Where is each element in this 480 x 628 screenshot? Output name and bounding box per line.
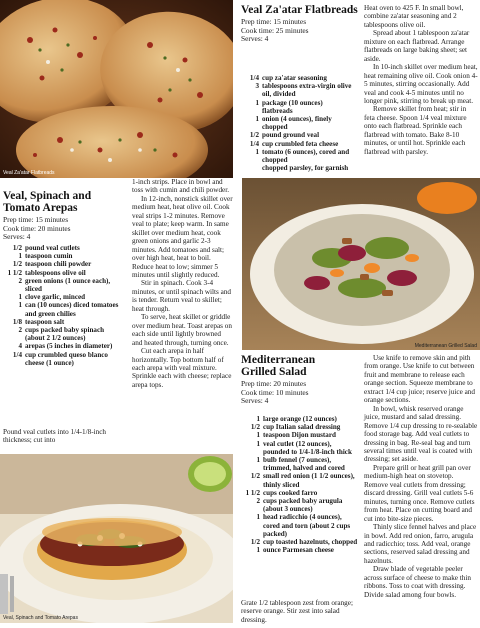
- ingredient: 1 1/2 cups cooked farro: [245, 488, 318, 497]
- ingredient: 1/2 pound ground veal: [249, 131, 320, 140]
- ingredient: 1/2 teaspoon chili powder: [12, 260, 92, 269]
- direction-step: Heat oven to 425 F. In small bowl, combine za'atar seasoning and 2 tablespoons olive oil.: [364, 4, 464, 29]
- flatbread-prep-time: Prep time: 15 minutes: [241, 17, 307, 26]
- arepas-serves: Serves: 4: [3, 232, 31, 242]
- direction-step: Stir in spinach. Cook 3-4 minutes, or until spinach wilts and is tender. Return veal to skillet; heat through.: [132, 279, 232, 313]
- ingredient: 1 onion (4 ounces), finely chopped: [255, 115, 332, 132]
- direction-step: Use knife to remove skin and pith from orange. Use knife to cut between fruit and membrane to release each orange section. Squeeze membrane to extract 1/4 cup juice; reserve juice and orange sections.: [364, 354, 475, 405]
- salad-directions: [364, 354, 478, 599]
- direction-step: Thinly slice fennel halves and place in bowl. Add red onion, farro, arugula and radicchio; toss. Add veal, orange sections, reserved salad dressing and hazelnuts.: [364, 523, 477, 565]
- flatbread-title: Veal Za'atar Flatbreads: [241, 4, 358, 16]
- salad-prep-time: Prep time: 20 minutes: [241, 379, 307, 388]
- direction-step: Draw blade of vegetable peeler across surface of cheese to make thin ribbons. Toss to coat with dressing. Divide salad among four bowls.: [364, 565, 471, 599]
- arepas-ingredients: [3, 244, 121, 367]
- ingredient: 2 green onions (1 ounce each), sliced: [18, 276, 111, 294]
- ingredient: 1 tomato (6 ounces), cored and chopped: [255, 147, 350, 165]
- direction-step: Cut each arepa in half horizontally. Top bottom half of each arepa with veal mixture. Sprinkle each with cheese; replace arepa tops.: [132, 347, 232, 389]
- arepas-image: [0, 454, 233, 623]
- flatbread-serves: Serves: 4: [241, 34, 269, 44]
- arepas-note: Pound veal cutlets into 1/4-1/8-inch thickness; cut into: [3, 428, 107, 445]
- ingredient: 1 package (10 ounces) flatbreads: [255, 98, 323, 115]
- salad-recipe-header: [241, 354, 361, 406]
- flatbread-cook-time: Cook time: 25 minutes: [241, 25, 309, 35]
- ingredient: chopped parsley, for garnish: [262, 164, 349, 173]
- arepas-title: Veal, Spinach and Tomato Arepas: [3, 190, 92, 214]
- ingredient: 1 large orange (12 ounces): [256, 415, 337, 423]
- flatbread-photo: [0, 0, 233, 178]
- direction-step: Remove skillet from heat; stir in feta cheese. Spoon 1/4 veal mixture onto each flatbread. Sprinkle each flatbread with tomato. Bake 8-10 minutes, or until hot. Sprinkle each flatbread with parsley.: [364, 105, 467, 156]
- ingredient: 1/4 cup za'atar seasoning: [249, 74, 327, 82]
- ingredient: 1 teaspoon cumin: [18, 252, 73, 261]
- ingredient: 1/4 cup crumbled queso blanco cheese (1 ounce): [12, 350, 108, 367]
- ingredient: 3 tablespoons extra-virgin olive oil, divided: [255, 82, 352, 99]
- ingredient: 1/2 cup Italian salad dressing: [250, 423, 341, 432]
- flatbread-directions: [364, 4, 478, 156]
- ingredient: 1/8 teaspoon salt: [12, 317, 65, 326]
- ingredient: 1 clove garlic, minced: [18, 293, 86, 302]
- ingredient: 1 head radicchio (4 ounces), cored and torn (about 2 cups packed): [256, 513, 351, 538]
- direction-step: In 10-inch skillet over medium heat, heat remaining olive oil. Cook onion 4-5 minutes, stirring occasionally. Add veal and cook 4-5 minutes until no longer pink, stirring to break up meat.: [364, 63, 478, 105]
- ingredient: 1 teaspoon Dijon mustard: [256, 431, 336, 440]
- salad-ingredients: [241, 415, 359, 554]
- arepas-recipe-header: [3, 190, 123, 242]
- ingredient: 1 bulb fennel (7 ounces), trimmed, halved and cored: [256, 456, 345, 473]
- arepas-directions: [132, 178, 233, 389]
- ingredient: 1 1/2 tablespoons olive oil: [7, 268, 86, 277]
- direction-step: 1-inch strips. Place in bowl and toss with cumin and chili powder.: [132, 178, 230, 195]
- direction-step: Prepare grill or heat grill pan over medium-high heat on stovetop. Remove veal cutlets from dressing; discard dressing. Grill veal cutlets 5-6 minutes, turning once. Remove cutlets from heat. Place on cutting board and cut into bite-size pieces.: [364, 463, 475, 523]
- arepas-photo: [0, 454, 233, 623]
- salad-cook-time: Cook time: 10 minutes: [241, 387, 309, 397]
- flatbread-ingredients: [244, 74, 354, 172]
- ingredient: 1 ounce Parmesan cheese: [256, 546, 334, 555]
- arepas-photo-caption: Veal, Spinach and Tomato Arepas: [3, 615, 78, 621]
- arepas-prep-time: Prep time: 15 minutes: [3, 215, 69, 224]
- salad-serves: Serves: 4: [241, 396, 269, 406]
- direction-step: In 12-inch, nonstick skillet over medium heat, heat olive oil. Cook veal strips 1-2 minutes. Remove veal to plate; keep warm. In same skillet over medium heat, cook green onions and garlic 2-3 minutes. Add tomatoes and salt; over high heat, heat to boil. Reduce heat to low; simmer 5 minutes until slightly reduced.: [132, 194, 233, 279]
- direction-step: To serve, heat skillet or griddle over medium heat. Toast arepas on each side until lightly browned and heated through, turning once.: [132, 313, 232, 347]
- salad-photo-caption: Mediterranean Grilled Salad: [414, 343, 477, 349]
- ingredient: 2 cups packed baby arugula (about 3 ounces): [256, 497, 343, 514]
- salad-image: [242, 178, 480, 350]
- ingredient: 1 can (10 ounces) diced tomatoes and green chilies: [18, 301, 119, 318]
- salad-note: Grate 1/2 tablespoon zest from orange; reserve orange. Stir zest into salad dressing.: [241, 599, 353, 624]
- direction-step: Spread about 1 tablespoon za'atar mixture on each flatbread. Arrange flatbreads on large baking sheet; set aside.: [364, 29, 470, 63]
- ingredient: 1 veal cutlet (12 ounces), pounded to 1/4-1/8-inch thick: [256, 439, 352, 456]
- arepas-cook-time: Cook time: 20 minutes: [3, 223, 71, 233]
- flatbread-image: [0, 0, 233, 178]
- ingredient: 1/4 cup crumbled feta cheese: [249, 139, 339, 148]
- ingredient: 1/2 cup toasted hazelnuts, chopped: [250, 538, 358, 547]
- salad-photo: [242, 178, 480, 350]
- ingredient: 4 arepas (5 inches in diameter): [18, 342, 113, 351]
- salad-title: Mediterranean Grilled Salad: [241, 354, 316, 378]
- direction-step: In bowl, whisk reserved orange juice, mustard and salad dressing. Remove 1/4 cup dressing to re-sealable food storage bag. Add veal cutlets to dressing in bag. Re-seal bag and turn several times until veal is coated with dressing; set aside.: [364, 404, 478, 464]
- ingredient: 1/2 pound veal cutlets: [12, 244, 80, 252]
- ingredient: 2 cups packed baby spinach (about 2 1/2 ounces): [18, 326, 105, 343]
- flatbread-recipe-header: [241, 4, 361, 44]
- flatbread-photo-caption: Veal Za'atar Flatbreads: [3, 170, 55, 176]
- ingredient: 1/2 small red onion (1 1/2 ounces), thinly sliced: [250, 472, 355, 489]
